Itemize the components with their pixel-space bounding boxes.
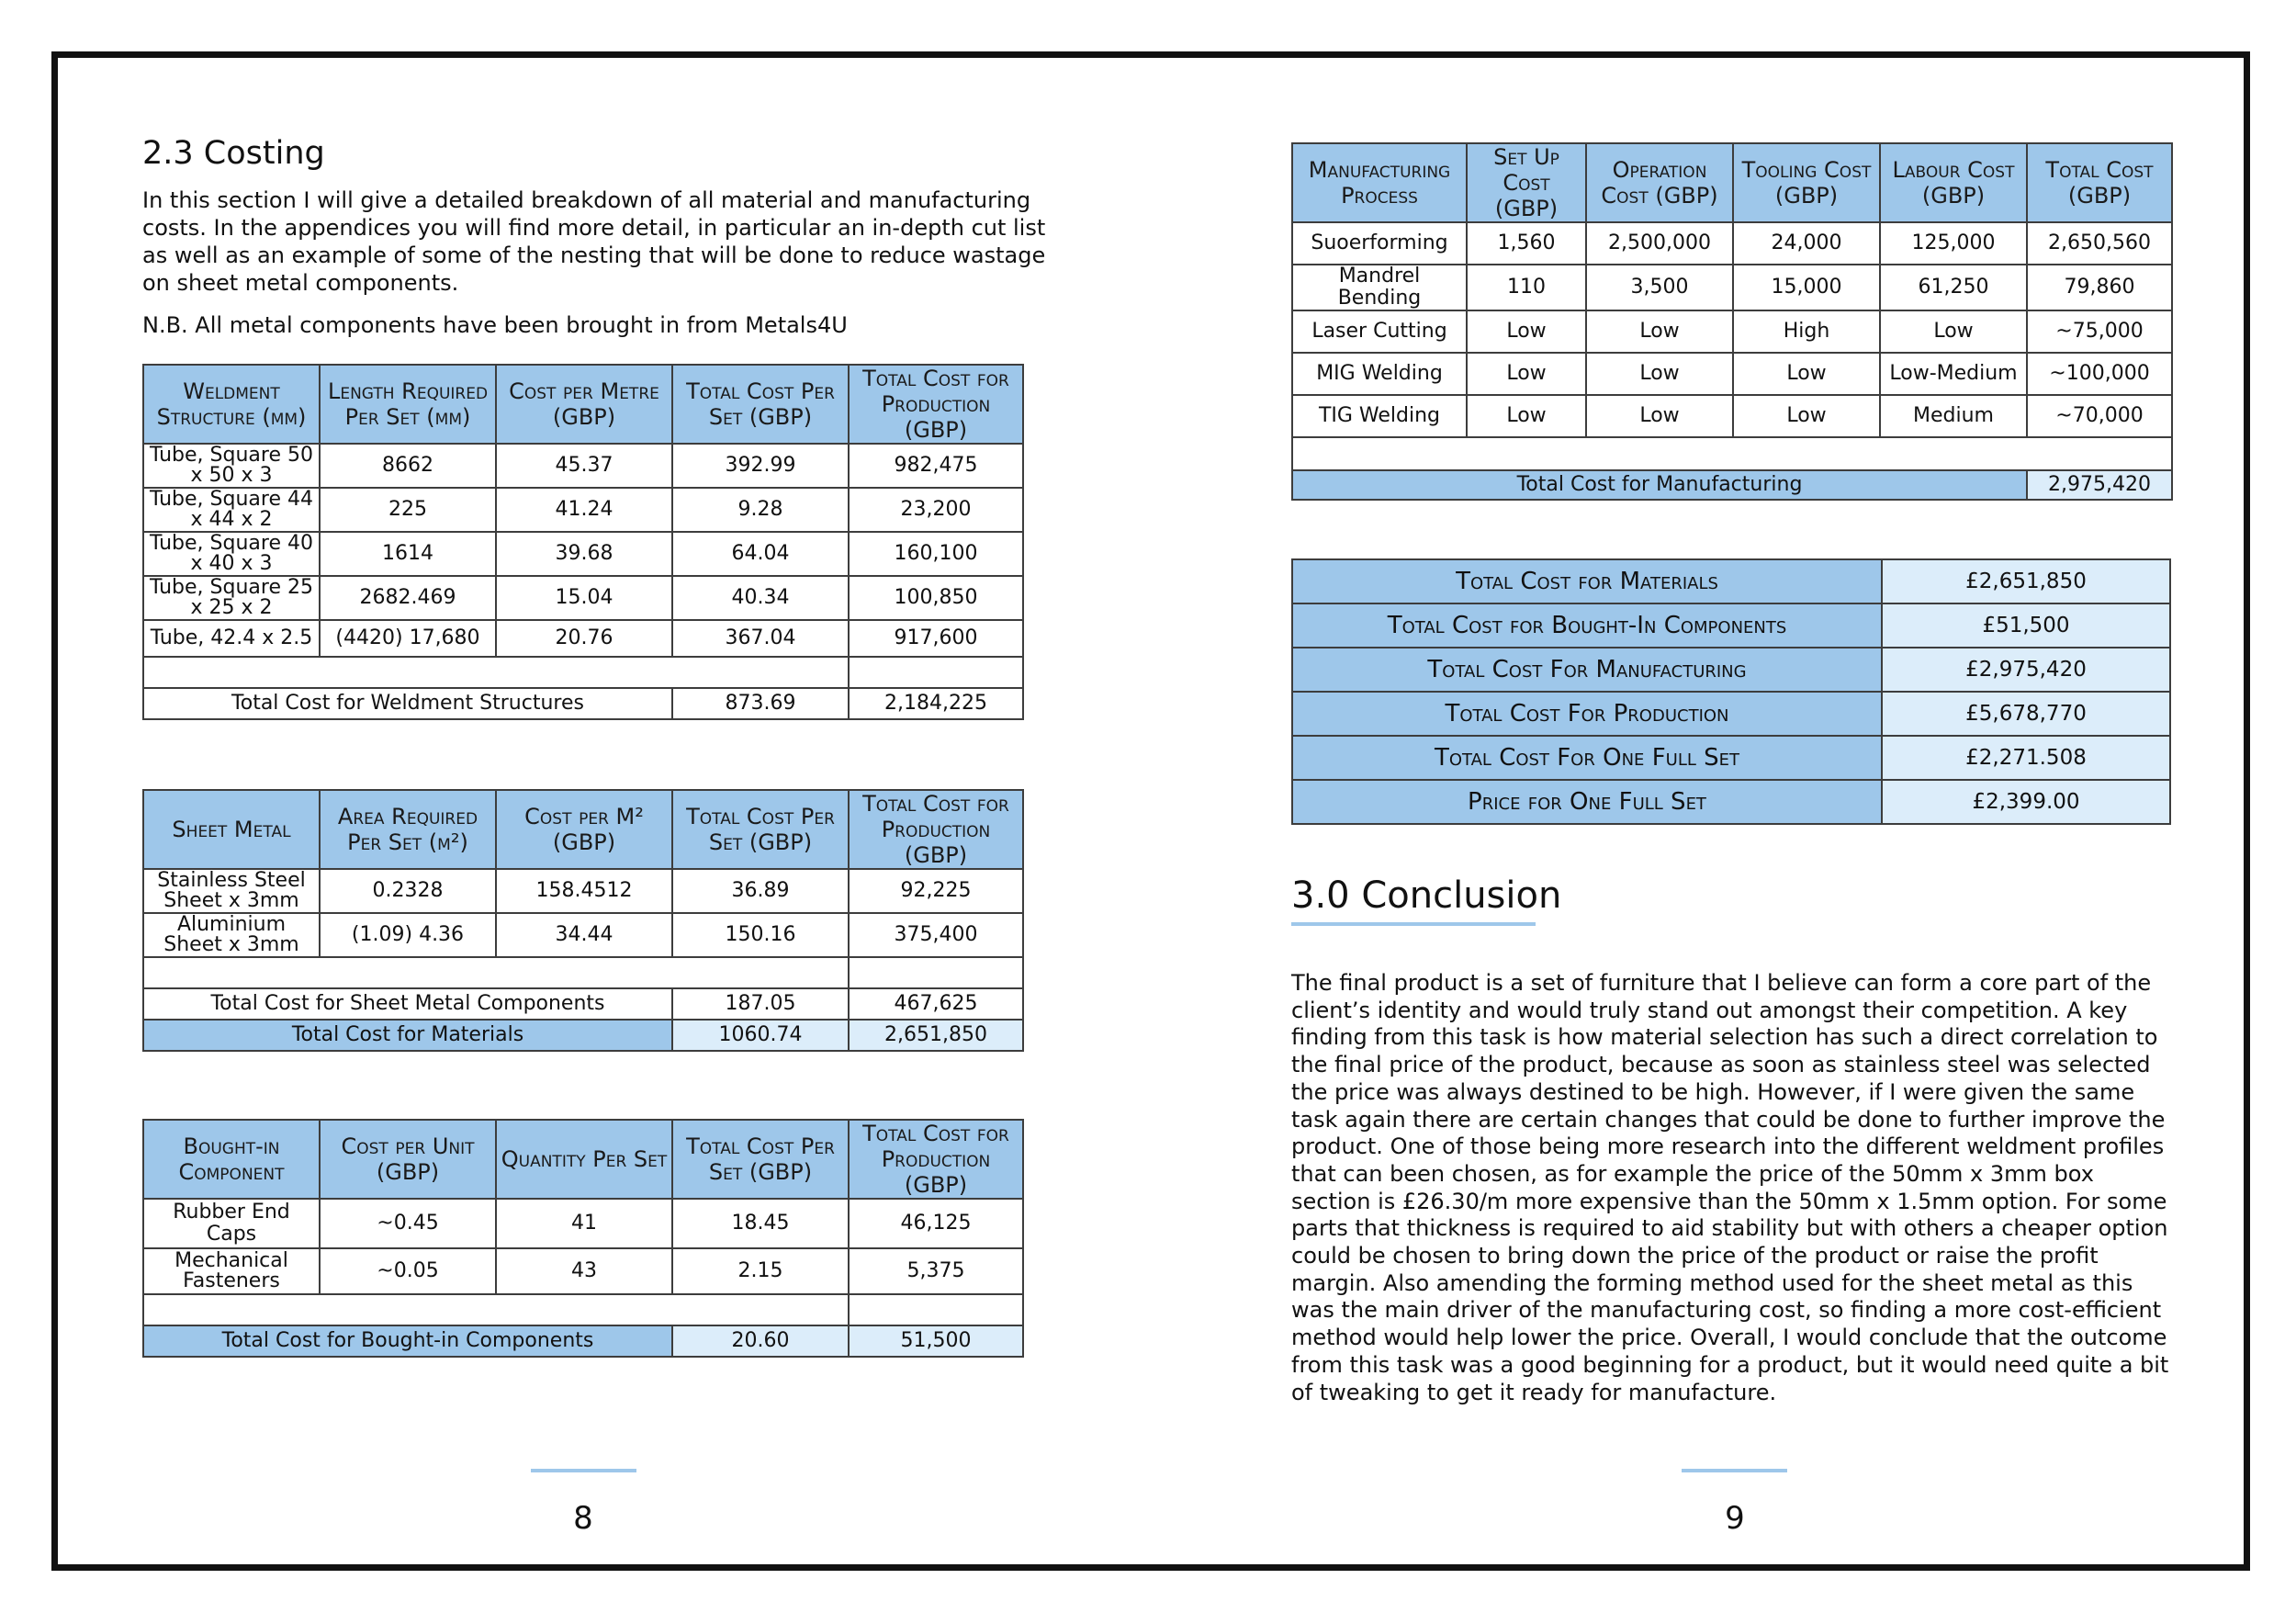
table-cell: 39.68 (496, 532, 672, 576)
empty-cell (143, 957, 849, 988)
table-cell: Mechanical Fasteners (143, 1248, 320, 1294)
table-row (1292, 222, 2172, 265)
header-cell: Operation Cost (GBP) (1586, 143, 1733, 222)
table-cell: 8662 (320, 444, 496, 488)
total-production-value: 2,184,225 (849, 688, 1023, 719)
empty-cell (143, 1294, 849, 1325)
table-cell: 150.16 (672, 913, 849, 957)
table-cell: 64.04 (672, 532, 849, 576)
table-cell: Low (1467, 310, 1586, 353)
total-label: Total Cost for Bought-in Components (143, 1325, 672, 1357)
table-cell: Low (1733, 395, 1880, 437)
summary-label: Total Cost For One Full Set (1292, 736, 1882, 780)
table-cell: 917,600 (849, 620, 1023, 657)
header-cell: Labour Cost (GBP) (1880, 143, 2027, 222)
table-row (143, 1248, 1023, 1294)
summary-row (1292, 692, 2170, 736)
table-header-row (143, 365, 1023, 444)
table-row (1292, 395, 2172, 437)
header-cell: Total Cost Per Set (GBP) (672, 790, 849, 869)
summary-value: £2,399.00 (1882, 780, 2170, 824)
table-cell: Suoerforming (1292, 222, 1467, 265)
table-cell: 9.28 (672, 488, 849, 532)
total-production-value: 467,625 (849, 988, 1023, 1020)
table-row (143, 1199, 1023, 1248)
left-page (58, 58, 1206, 1564)
table-cell: Tube, 42.4 x 2.5 (143, 620, 320, 657)
table-cell: 92,225 (849, 869, 1023, 913)
summary-row (1292, 648, 2170, 692)
header-cell: Length Required Per Set (mm) (320, 365, 496, 444)
weldment-table (142, 364, 1024, 720)
table-cell: 982,475 (849, 444, 1023, 488)
materials-total-row (143, 1020, 1023, 1051)
table-cell: Low (1586, 310, 1733, 353)
summary-label: Total Cost For Production (1292, 692, 1882, 736)
summary-value: £2,975,420 (1882, 648, 2170, 692)
empty-cell (849, 957, 1023, 988)
table-cell: 2.15 (672, 1248, 849, 1294)
table-cell: Low (1586, 395, 1733, 437)
table-header-row (143, 1120, 1023, 1199)
table-cell: 367.04 (672, 620, 849, 657)
table-cell: Low (1467, 353, 1586, 395)
table-header-row (143, 790, 1023, 869)
summary-row (1292, 780, 2170, 824)
table-cell: ~0.05 (320, 1248, 496, 1294)
table-cell: Tube, Square 25 x 25 x 2 (143, 576, 320, 620)
section-heading-conclusion: 3.0 Conclusion (1291, 874, 1562, 917)
table-cell: (4420) 17,680 (320, 620, 496, 657)
table-cell: 1614 (320, 532, 496, 576)
table-cell: Tube, Square 50 x 50 x 3 (143, 444, 320, 488)
table-row (143, 532, 1023, 576)
header-cell: Total Cost Per Set (GBP) (672, 1120, 849, 1199)
table-cell: ~100,000 (2027, 353, 2172, 395)
table-row (1292, 265, 2172, 310)
total-label: Total Cost for Weldment Structures (143, 688, 672, 719)
table-cell: 1,560 (1467, 222, 1586, 265)
empty-cell (849, 657, 1023, 688)
table-row (143, 576, 1023, 620)
summary-value: £2,271.508 (1882, 736, 2170, 780)
header-cell: Weldment Structure (mm) (143, 365, 320, 444)
total-row (143, 1325, 1023, 1357)
table-cell: 61,250 (1880, 265, 2027, 310)
supplier-note: N.B. All metal components have been brought in from Metals4U (142, 312, 848, 338)
table-cell: Low-Medium (1880, 353, 2027, 395)
table-row (143, 488, 1023, 532)
table-cell: ~75,000 (2027, 310, 2172, 353)
header-cell: Sheet Metal (143, 790, 320, 869)
table-row (143, 913, 1023, 957)
table-cell: ~70,000 (2027, 395, 2172, 437)
empty-cell (849, 1294, 1023, 1325)
table-cell: 2,500,000 (1586, 222, 1733, 265)
table-cell: Aluminium Sheet x 3mm (143, 913, 320, 957)
table-cell: Low (1880, 310, 2027, 353)
table-cell: 15,000 (1733, 265, 1880, 310)
table-cell: Medium (1880, 395, 2027, 437)
table-cell: 34.44 (496, 913, 672, 957)
table-cell: 0.2328 (320, 869, 496, 913)
table-cell: 23,200 (849, 488, 1023, 532)
table-cell: 24,000 (1733, 222, 1880, 265)
header-cell: Tooling Cost (GBP) (1733, 143, 1880, 222)
manufacturing-table (1291, 142, 2173, 501)
table-cell: 15.04 (496, 576, 672, 620)
summary-label: Total Cost For Manufacturing (1292, 648, 1882, 692)
header-cell: Set Up Cost (GBP) (1467, 143, 1586, 222)
summary-row (1292, 603, 2170, 648)
table-row (1292, 310, 2172, 353)
total-label: Total Cost for Manufacturing (1292, 470, 2027, 500)
header-cell: Cost per M² (GBP) (496, 790, 672, 869)
materials-total-production: 2,651,850 (849, 1020, 1023, 1051)
table-cell: 2,650,560 (2027, 222, 2172, 265)
summary-row (1292, 736, 2170, 780)
table-cell: 160,100 (849, 532, 1023, 576)
header-cell: Total Cost for Production (GBP) (849, 365, 1023, 444)
summary-value: £5,678,770 (1882, 692, 2170, 736)
sheet-metal-table (142, 789, 1024, 1052)
total-row (143, 988, 1023, 1020)
table-cell: (1.09) 4.36 (320, 913, 496, 957)
total-row (1292, 470, 2172, 500)
intro-paragraph: In this section I will give a detailed breakdown of all material and manufacturing costs. In the appendices you will find more detail, in particular an in-depth cut list as well as an example of some of the nesting that will be done to reduce wastage on sheet metal components. (142, 187, 1046, 296)
table-cell: 36.89 (672, 869, 849, 913)
total-set-value: 187.05 (672, 988, 849, 1020)
total-label: Total Cost for Sheet Metal Components (143, 988, 672, 1020)
table-cell: Low (1586, 353, 1733, 395)
table-cell: 392.99 (672, 444, 849, 488)
table-cell: 100,850 (849, 576, 1023, 620)
empty-cell (143, 657, 849, 688)
table-cell: Stainless Steel Sheet x 3mm (143, 869, 320, 913)
page-number: 9 (1725, 1500, 1745, 1537)
total-value: 2,975,420 (2027, 470, 2172, 500)
summary-label: Total Cost for Materials (1292, 559, 1882, 603)
table-cell: Rubber End Caps (143, 1199, 320, 1248)
table-cell: 41.24 (496, 488, 672, 532)
table-cell: High (1733, 310, 1880, 353)
table-cell: 225 (320, 488, 496, 532)
conclusion-paragraph: The final product is a set of furniture that I believe can form a core part of the client’s identity and would truly stand out amongst their competition. A key finding from this task is how material selection has such a direct correlation to the final price of the product, because as soon as stainless steel was selected the price was always destined to be high. However, if I were given the same task again there are certain changes that could be done to further improve the product. One of those being more research into the different weldment profiles that can been chosen, as for example the price of the 50mm x 3mm box section is £26.30/m more expensive than the 50mm x 1.5mm option. For some parts that thickness is required to aid stability but with others a cheaper option could be chosen to bring down the price of the product or raise the profit margin. Also amending the forming method used for the sheet metal as this was the main driver of the manufacturing cost, so finding a more cost-efficient method would help lower the price. Overall, I would conclude that the outcome from this task was a good beginning for a product, but it would need quite a bit of tweaking to get it ready for manufacture. (1291, 970, 2169, 1405)
table-row (143, 444, 1023, 488)
table-cell: 125,000 (1880, 222, 2027, 265)
table-cell: ~0.45 (320, 1199, 496, 1248)
table-row (1292, 353, 2172, 395)
table-cell: 41 (496, 1199, 672, 1248)
empty-row (143, 657, 1023, 688)
header-cell: Area Required Per Set (m²) (320, 790, 496, 869)
header-cell: Quantity Per Set (496, 1120, 672, 1199)
empty-row (143, 1294, 1023, 1325)
materials-total-label: Total Cost for Materials (143, 1020, 672, 1051)
header-cell: Cost per Metre (GBP) (496, 365, 672, 444)
table-cell: 2682.469 (320, 576, 496, 620)
page-number-rule (1682, 1469, 1787, 1472)
total-set-value: 873.69 (672, 688, 849, 719)
header-cell: Total Cost for Production (GBP) (849, 790, 1023, 869)
table-cell: Tube, Square 40 x 40 x 3 (143, 532, 320, 576)
table-header-row (1292, 143, 2172, 222)
summary-label: Total Cost for Bought-In Components (1292, 603, 1882, 648)
summary-value: £2,651,850 (1882, 559, 2170, 603)
table-cell: 3,500 (1586, 265, 1733, 310)
table-cell: 5,375 (849, 1248, 1023, 1294)
header-cell: Bought-in Component (143, 1120, 320, 1199)
table-cell: 375,400 (849, 913, 1023, 957)
total-production-value: 51,500 (849, 1325, 1023, 1357)
total-set-value: 20.60 (672, 1325, 849, 1357)
table-cell: 46,125 (849, 1199, 1023, 1248)
summary-value: £51,500 (1882, 603, 2170, 648)
empty-cell (1292, 437, 2172, 470)
table-cell: 40.34 (672, 576, 849, 620)
summary-label: Price for One Full Set (1292, 780, 1882, 824)
header-cell: Total Cost Per Set (GBP) (672, 365, 849, 444)
table-cell: Low (1733, 353, 1880, 395)
summary-row (1292, 559, 2170, 603)
table-cell: Mandrel Bending (1292, 265, 1467, 310)
table-row (143, 620, 1023, 657)
spread-frame (51, 51, 2250, 1571)
table-cell: Low (1467, 395, 1586, 437)
materials-total-set: 1060.74 (672, 1020, 849, 1051)
table-cell: 110 (1467, 265, 1586, 310)
total-row (143, 688, 1023, 719)
table-cell: 20.76 (496, 620, 672, 657)
header-cell: Cost per Unit (GBP) (320, 1120, 496, 1199)
table-cell: 43 (496, 1248, 672, 1294)
table-cell: Laser Cutting (1292, 310, 1467, 353)
header-cell: Total Cost (GBP) (2027, 143, 2172, 222)
table-cell: Tube, Square 44 x 44 x 2 (143, 488, 320, 532)
table-cell: 18.45 (672, 1199, 849, 1248)
header-cell: Total Cost for Production (GBP) (849, 1120, 1023, 1199)
table-cell: 45.37 (496, 444, 672, 488)
page-number-rule (531, 1469, 636, 1472)
table-row (143, 869, 1023, 913)
empty-row (1292, 437, 2172, 470)
page-number: 8 (573, 1500, 593, 1537)
table-cell: 79,860 (2027, 265, 2172, 310)
header-cell: Manufacturing Process (1292, 143, 1467, 222)
table-cell: 158.4512 (496, 869, 672, 913)
table-cell: MIG Welding (1292, 353, 1467, 395)
table-cell: TIG Welding (1292, 395, 1467, 437)
summary-table (1291, 558, 2171, 825)
empty-row (143, 957, 1023, 988)
heading-underline (1291, 922, 1536, 926)
bought-in-table (142, 1119, 1024, 1358)
section-heading-costing: 2.3 Costing (142, 135, 325, 172)
